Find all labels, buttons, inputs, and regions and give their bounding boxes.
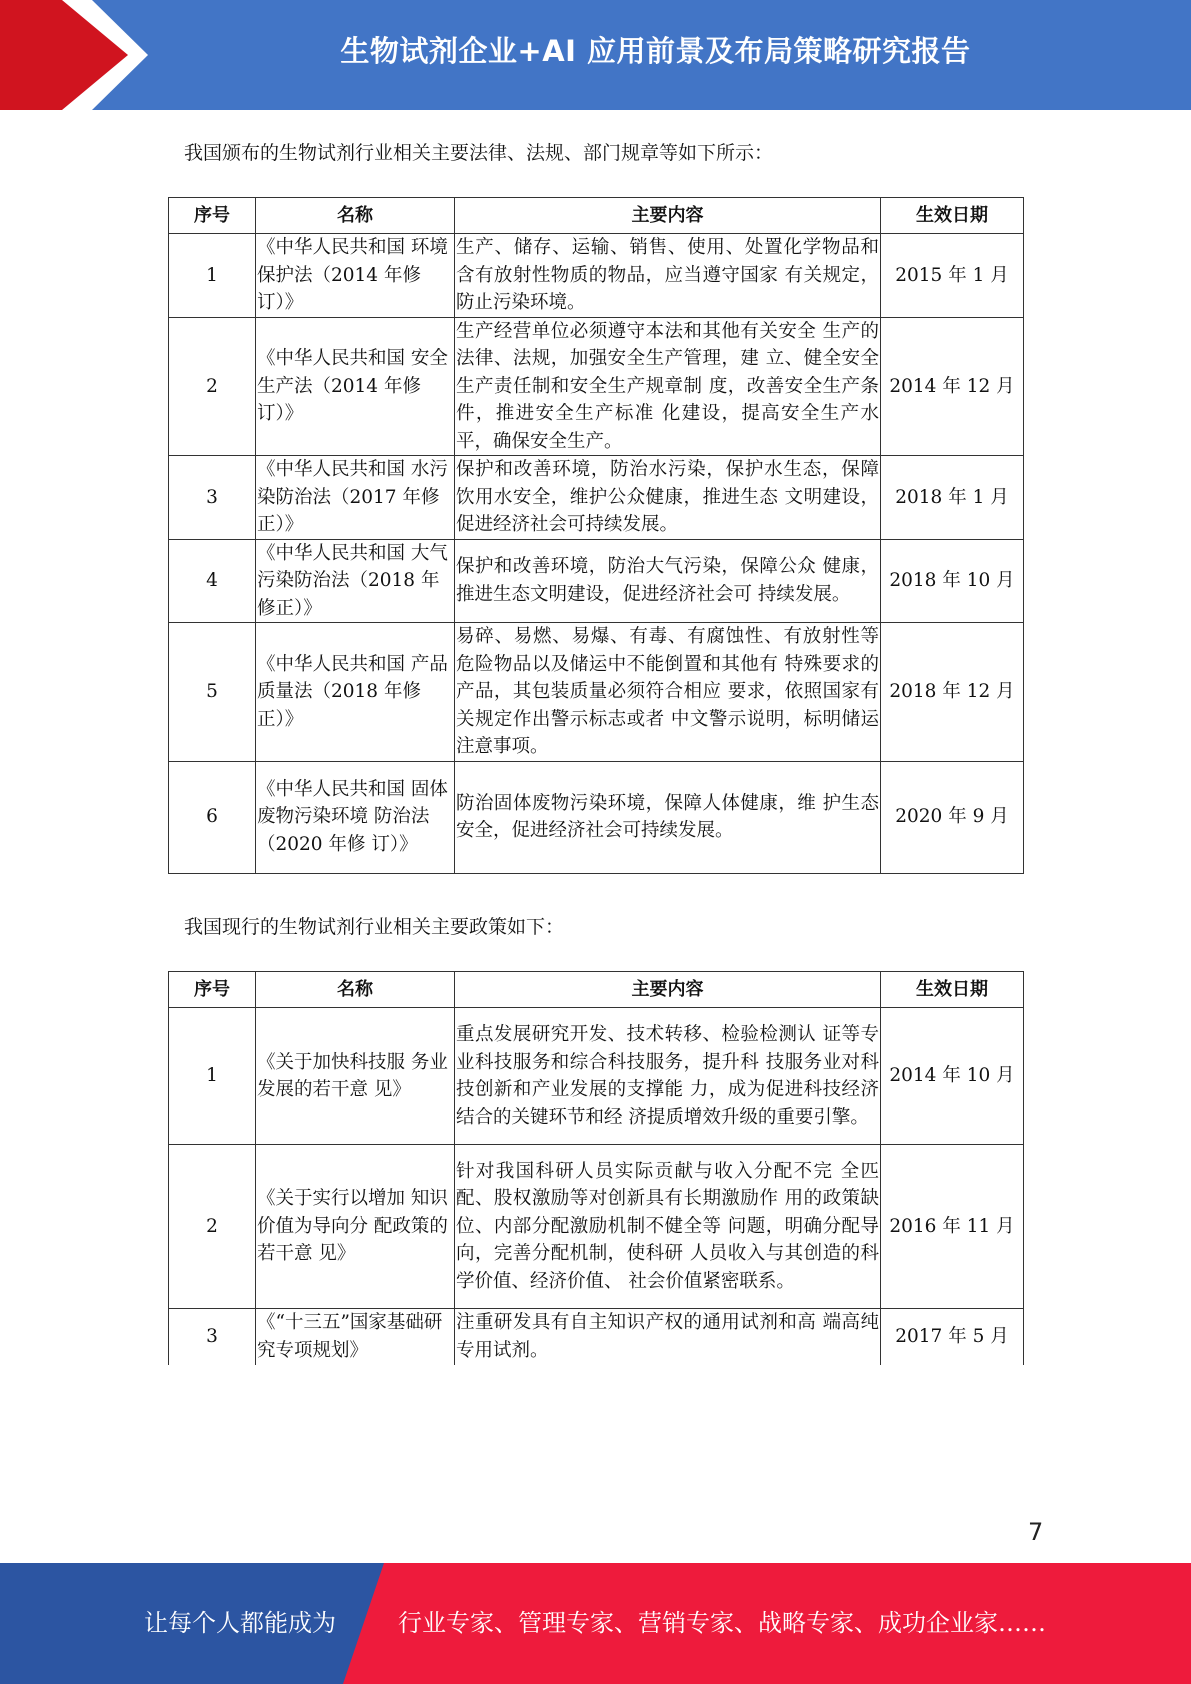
row-content: 生产经营单位必须遵守本法和其他有关安全 生产的法律、法规，加强安全生产管理，建 立、健全安全生产责任制和安全生产规章制 度，改善安全生产条件，推进安全生产标准 化建设，提高安全生产水平，确保安全生产。 xyxy=(455,317,881,456)
row-name: 《关于实行以增加 知识价值为导向分 配政策的若干意 见》 xyxy=(256,1145,455,1309)
row-no: 1 xyxy=(169,1008,256,1145)
row-no: 2 xyxy=(169,1145,256,1309)
row-no: 3 xyxy=(169,1309,256,1365)
footer-slogan-right: 行业专家、管理专家、营销专家、战略专家、成功企业家…… xyxy=(398,1609,1046,1637)
row-name: 《关于加快科技服 务业发展的若干意 见》 xyxy=(256,1008,455,1145)
row-content: 注重研发具有自主知识产权的通用试剂和高 端高纯专用试剂。 xyxy=(455,1309,881,1365)
row-date: 2018 年 12 月 xyxy=(881,623,1024,762)
row-no: 6 xyxy=(169,761,256,873)
col-header-date: 生效日期 xyxy=(881,972,1024,1008)
laws-intro: 我国颁布的生物试剂行业相关主要法律、法规、部门规章等如下所示： xyxy=(184,142,774,164)
row-content: 生产、储存、运输、销售、使用、处置化学物品和含有放射性物质的物品，应当遵守国家 有关规定，防止污染环境。 xyxy=(455,234,881,318)
row-content: 易碎、易燃、易爆、有毒、有腐蚀性、有放射性等危险物品以及储运中不能倒置和其他有 特殊要求的产品，其包装质量必须符合相应 要求，依照国家有关规定作出警示标志或者 中文警示说明，标明储运注意事项。 xyxy=(455,623,881,762)
row-content: 防治固体废物污染环境，保障人体健康，维 护生态安全，促进经济社会可持续发展。 xyxy=(455,761,881,873)
row-no: 2 xyxy=(169,317,256,456)
footer-banner xyxy=(0,1563,1191,1684)
row-date: 2014 年 12 月 xyxy=(881,317,1024,456)
row-no: 5 xyxy=(169,623,256,762)
row-content: 保护和改善环境，防治大气污染，保障公众 健康，推进生态文明建设，促进经济社会可 持续发展。 xyxy=(455,539,881,623)
col-header-name: 名称 xyxy=(256,972,455,1008)
row-date: 2015 年 1 月 xyxy=(881,234,1024,318)
row-content: 重点发展研究开发、技术转移、检验检测认 证等专业科技服务和综合科技服务，提升科 技服务业对科技创新和产业发展的支撑能 力，成为促进科技经济结合的关键环节和经 济提质增效升级的重要引擎。 xyxy=(455,1008,881,1145)
row-date: 2018 年 1 月 xyxy=(881,456,1024,540)
table-row xyxy=(169,1008,1024,1145)
row-name: 《中华人民共和国 大气污染防治法（2018 年修正）》 xyxy=(256,539,455,623)
row-name: 《“十三五”国家基础研究专项规划》 xyxy=(256,1309,455,1365)
table-row xyxy=(169,317,1024,456)
row-name: 《中华人民共和国 固体废物污染环境 防治法（2020 年修 订）》 xyxy=(256,761,455,873)
table-row xyxy=(169,761,1024,873)
row-no: 4 xyxy=(169,539,256,623)
table-row xyxy=(169,623,1024,762)
row-date: 2016 年 11 月 xyxy=(881,1145,1024,1309)
row-name: 《中华人民共和国 产品质量法（2018 年修正）》 xyxy=(256,623,455,762)
table-row xyxy=(169,1145,1024,1309)
row-name: 《中华人民共和国 环境保护法（2014 年修订）》 xyxy=(256,234,455,318)
col-header-content: 主要内容 xyxy=(455,972,881,1008)
table-row xyxy=(169,234,1024,318)
row-date: 2018 年 10 月 xyxy=(881,539,1024,623)
row-date: 2020 年 9 月 xyxy=(881,761,1024,873)
header-arrow-decoration xyxy=(0,0,150,110)
row-no: 1 xyxy=(169,234,256,318)
col-header-content: 主要内容 xyxy=(455,198,881,234)
col-header-name: 名称 xyxy=(256,198,455,234)
laws-table xyxy=(168,197,1024,874)
table-row xyxy=(169,539,1024,623)
policies-table xyxy=(168,971,1024,1365)
report-title: 生物试剂企业+AI 应用前景及布局策略研究报告 xyxy=(340,34,971,68)
page-number: 7 xyxy=(1028,1518,1044,1546)
col-header-no: 序号 xyxy=(169,198,256,234)
footer-slogan-left: 让每个人都能成为 xyxy=(144,1609,336,1637)
policies-table-header xyxy=(169,972,1024,1008)
table-row xyxy=(169,1309,1024,1365)
row-date: 2017 年 5 月 xyxy=(881,1309,1024,1365)
policies-intro: 我国现行的生物试剂行业相关主要政策如下： xyxy=(184,916,565,938)
row-name: 《中华人民共和国 安全生产法（2014 年修订）》 xyxy=(256,317,455,456)
row-content: 针对我国科研人员实际贡献与收入分配不完 全匹配、股权激励等对创新具有长期激励作 用的政策缺位、内部分配激励机制不健全等 问题，明确分配导向，完善分配机制，使科研 人员收入与其创造的科学价值、经济价值、 社会价值紧密联系。 xyxy=(455,1145,881,1309)
table-row xyxy=(169,456,1024,540)
row-date: 2014 年 10 月 xyxy=(881,1008,1024,1145)
col-header-no: 序号 xyxy=(169,972,256,1008)
row-content: 保护和改善环境，防治水污染，保护水生态，保障饮用水安全，维护公众健康，推进生态 文明建设，促进经济社会可持续发展。 xyxy=(455,456,881,540)
header-banner xyxy=(0,0,1191,110)
row-name: 《中华人民共和国 水污染防治法（2017 年修正）》 xyxy=(256,456,455,540)
row-no: 3 xyxy=(169,456,256,540)
laws-table-header xyxy=(169,198,1024,234)
col-header-date: 生效日期 xyxy=(881,198,1024,234)
